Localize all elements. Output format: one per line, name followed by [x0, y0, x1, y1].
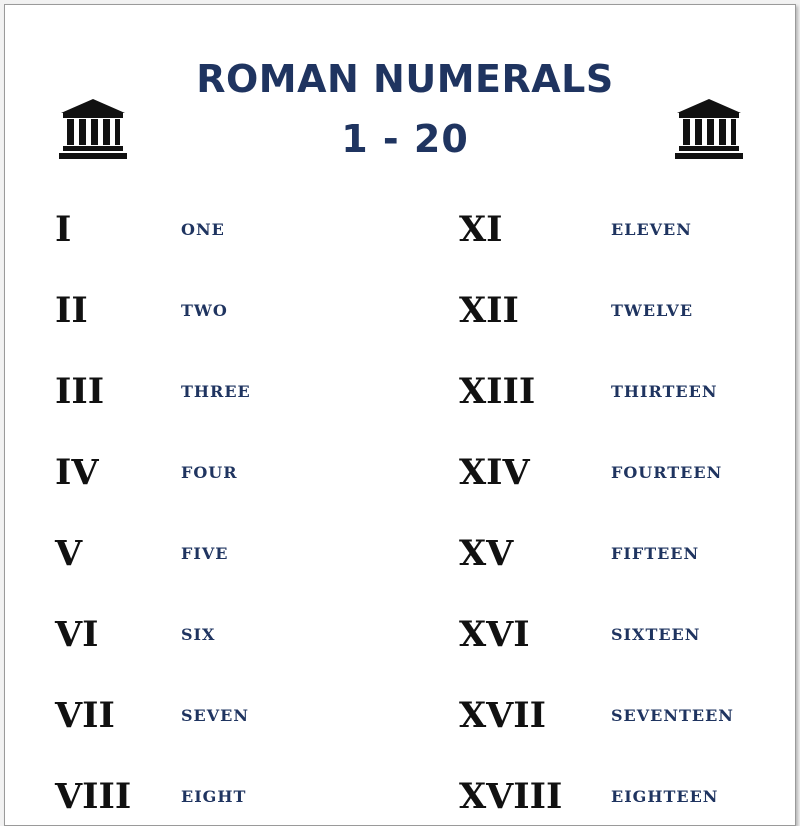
roman-numeral: II	[55, 290, 88, 331]
number-word: SIXTEEN	[611, 625, 701, 644]
number-word: ONE	[181, 220, 225, 239]
number-word: FOUR	[181, 463, 238, 482]
roman-numeral: VII	[55, 695, 115, 736]
roman-numeral: IV	[55, 452, 99, 493]
worksheet-page	[4, 4, 796, 826]
number-word: SIX	[181, 625, 216, 644]
number-word: EIGHT	[181, 787, 247, 806]
number-word: THIRTEEN	[611, 382, 718, 401]
roman-numeral: XVII	[459, 695, 547, 736]
number-word: FOURTEEN	[611, 463, 723, 482]
roman-numeral: I	[55, 209, 72, 250]
number-word: EIGHTEEN	[611, 787, 719, 806]
number-word: FIVE	[181, 544, 229, 563]
number-word: SEVENTEEN	[611, 706, 734, 725]
roman-numeral: VI	[55, 614, 99, 655]
roman-numeral: XVI	[459, 614, 530, 655]
roman-numeral: XIV	[459, 452, 530, 493]
number-word: FIFTEEN	[611, 544, 700, 563]
number-word: TWO	[181, 301, 228, 320]
number-word: THREE	[181, 382, 251, 401]
roman-numeral: V	[55, 533, 83, 574]
roman-numeral: III	[55, 371, 105, 412]
number-word: SEVEN	[181, 706, 249, 725]
roman-numeral: XIII	[459, 371, 536, 412]
roman-numeral: XII	[459, 290, 519, 331]
roman-numeral: XV	[459, 533, 514, 574]
number-word: ELEVEN	[611, 220, 692, 239]
roman-numeral: VIII	[55, 776, 132, 817]
roman-numeral: XVIII	[459, 776, 563, 817]
roman-numeral: XI	[459, 209, 503, 250]
temple-icon	[673, 97, 745, 161]
page-subtitle-range: 1 - 20	[341, 117, 469, 161]
number-word: TWELVE	[611, 301, 694, 320]
page-title: ROMAN NUMERALS	[196, 57, 614, 101]
temple-icon	[57, 97, 129, 161]
